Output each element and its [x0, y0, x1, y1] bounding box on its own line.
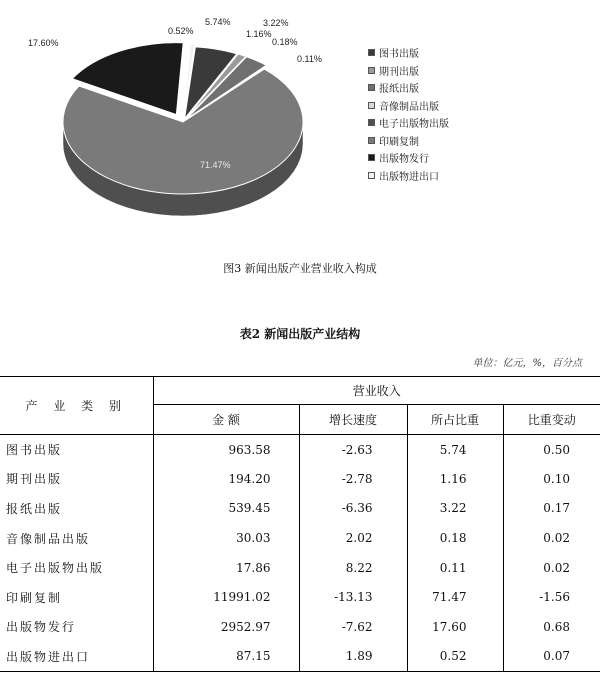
pie-percent-label: 0.18%: [272, 37, 298, 47]
row-category: 报纸出版: [0, 494, 153, 524]
legend-label: 期刊出版: [379, 66, 419, 78]
legend-label: 出版物进出口: [379, 171, 439, 183]
row-share: 0.52: [407, 642, 503, 672]
header-revenue-group: 营业收入: [153, 377, 600, 405]
legend-swatch: [368, 154, 375, 161]
table-row: [0, 612, 600, 642]
pie-percent-label: 3.22%: [263, 18, 289, 28]
table-title: 表2 新闻出版产业结构: [239, 327, 361, 341]
legend-label: 报纸出版: [379, 84, 419, 96]
pie-chart-svg: [0, 0, 600, 240]
legend-swatch: [368, 49, 375, 56]
row-amount: 2952.97: [153, 612, 299, 642]
row-growth: 1.89: [299, 642, 407, 672]
row-growth: -2.63: [299, 435, 407, 465]
row-share: 17.60: [407, 612, 503, 642]
legend-item: [368, 167, 449, 185]
row-growth: -6.36: [299, 494, 407, 524]
row-amount: 963.58: [153, 435, 299, 465]
table-row: [0, 494, 600, 524]
row-category: 期刊出版: [0, 464, 153, 494]
table-row: [0, 523, 600, 553]
legend-item: [368, 132, 449, 150]
row-share: 0.18: [407, 523, 503, 553]
pie-percent-label: 1.16%: [246, 29, 272, 39]
pie-chart: [0, 0, 600, 240]
table-unit-note: 单位：亿元，%，百分点: [472, 358, 582, 369]
row-amount: 30.03: [153, 523, 299, 553]
row-share: 71.47: [407, 582, 503, 612]
table-row: [0, 582, 600, 612]
row-growth: -7.62: [299, 612, 407, 642]
legend-item: [368, 44, 449, 62]
legend-label: 电子出版物出版: [379, 119, 449, 131]
legend-item: [368, 79, 449, 97]
row-category: 印刷复制: [0, 582, 153, 612]
row-category: 出版物发行: [0, 612, 153, 642]
row-growth: 8.22: [299, 553, 407, 583]
legend-swatch: [368, 84, 375, 91]
legend-swatch: [368, 172, 375, 179]
row-share-change: 0.07: [503, 642, 600, 672]
legend-swatch: [368, 137, 375, 144]
legend-label: 出版物发行: [379, 154, 429, 166]
row-category: 电子出版物出版: [0, 553, 153, 583]
row-category: 音像制品出版: [0, 523, 153, 553]
legend-item: [368, 114, 449, 132]
legend-label: 音像制品出版: [379, 101, 439, 113]
header-share: 所占比重: [407, 405, 503, 435]
table-row: [0, 464, 600, 494]
legend-swatch: [368, 67, 375, 74]
row-category: 图书出版: [0, 435, 153, 465]
legend-swatch: [368, 102, 375, 109]
row-amount: 539.45: [153, 494, 299, 524]
row-amount: 87.15: [153, 642, 299, 672]
pie-percent-label: 71.47%: [200, 160, 231, 170]
row-share-change: 0.02: [543, 531, 570, 546]
header-category: 产 业 类 别: [0, 377, 153, 435]
pie-percent-label: 17.60%: [28, 38, 59, 48]
legend-item: [368, 62, 449, 80]
table-row: [0, 435, 600, 465]
table-row: [0, 642, 600, 672]
legend-item: [368, 97, 449, 115]
row-share-change: 0.10: [543, 471, 570, 486]
pie-percent-label: 0.11%: [297, 54, 322, 64]
row-amount: 17.86: [153, 553, 299, 583]
row-share-change: 0.68: [543, 619, 570, 634]
row-share-change: 0.02: [543, 560, 570, 575]
row-growth: 2.02: [299, 523, 407, 553]
row-amount: 11991.02: [153, 582, 299, 612]
header-growth: 增长速度: [299, 405, 407, 435]
industry-structure-table: [0, 376, 600, 672]
legend-item: [368, 149, 449, 167]
row-share: 3.22: [407, 494, 503, 524]
figure-caption: 图3 新闻出版产业营业收入构成: [223, 262, 377, 275]
header-amount: 金 额: [153, 405, 299, 435]
legend-label: 图书出版: [379, 49, 419, 61]
row-share-change: -1.56: [539, 590, 570, 605]
table-header-row-1: [0, 377, 600, 405]
row-share: 5.74: [407, 435, 503, 465]
row-share-change: 0.17: [543, 501, 570, 516]
header-share-change: 比重变动: [527, 413, 576, 427]
pie-percent-label: 5.74%: [205, 17, 231, 27]
table-row: [0, 553, 600, 583]
pie-percent-label: 0.52%: [168, 26, 194, 36]
row-category: 出版物进出口: [0, 642, 153, 672]
pie-legend: [368, 44, 449, 184]
row-growth: -13.13: [299, 582, 407, 612]
row-share-change: 0.50: [503, 435, 600, 465]
row-share: 0.11: [407, 553, 503, 583]
row-amount: 194.20: [153, 464, 299, 494]
legend-label: 印刷复制: [379, 136, 419, 148]
row-share: 1.16: [407, 464, 503, 494]
legend-swatch: [368, 119, 375, 126]
row-growth: -2.78: [299, 464, 407, 494]
